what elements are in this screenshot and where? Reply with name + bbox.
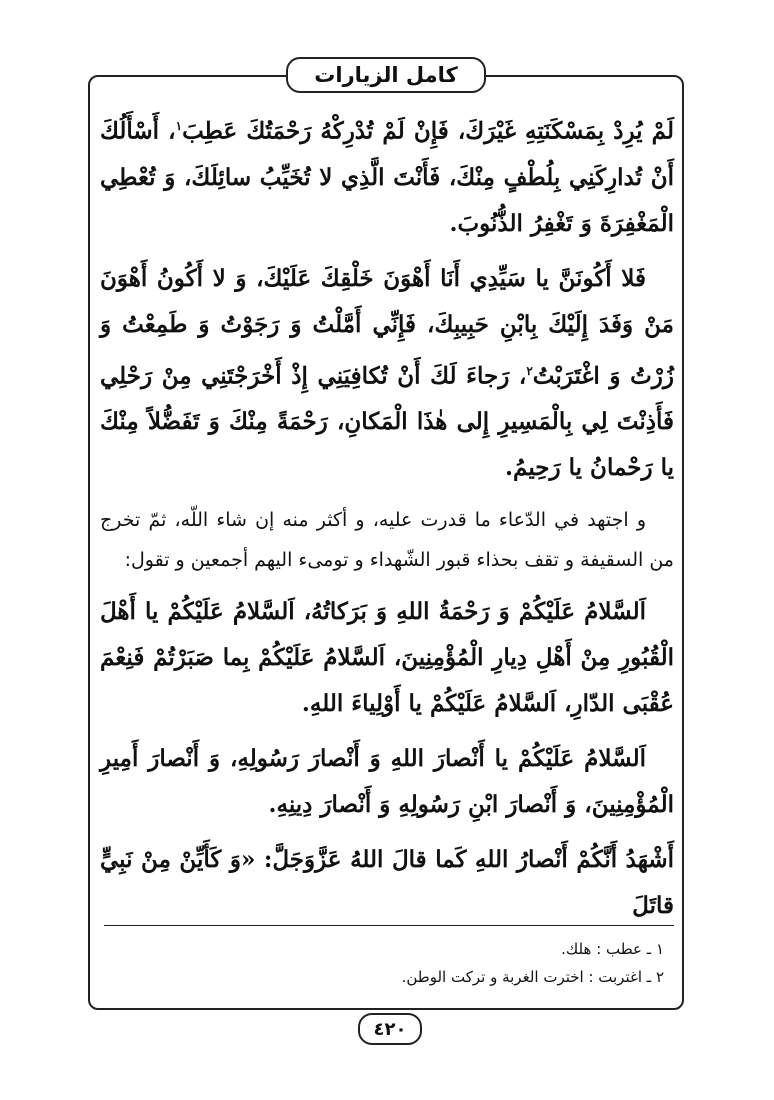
footnote-ref-2: ٢ <box>526 363 533 378</box>
running-header <box>286 57 486 93</box>
footnote-1: ١ ـ عطب : هلك. <box>561 940 664 958</box>
paragraph-testimony: أَشْهَدُ أَنَّكُمْ أَنْصارُ اللهِ كَما قالَ اللهُ عَزَّوَجَلَّ: «وَ كَأَيِّنْ مِنْ نَبِيٍّ قاتَلَ <box>100 846 674 920</box>
paragraph-salutation-ansar: اَلسَّلامُ عَلَيْكُمْ يا أَنْصارَ اللهِ وَ أَنْصارَ رَسُولِهِ، وَ أَنْصارَ أَمِيرِ الْمُؤْمِنِينَ، وَ أَنْصارَ ابْنِ رَسُولِهِ وَ أَنْصارَ دِينِهِ. <box>100 745 674 819</box>
footnotes <box>120 935 670 991</box>
page-number <box>358 1013 422 1045</box>
main-text <box>100 103 674 938</box>
paragraph-1-text-a: لَمْ يُرِدْ بِمَسْكَنَتِهِ غَيْرَكَ، فَإِنْ لَمْ تُدْرِكْهُ رَحْمَتُكَ عَطِبَ <box>182 117 674 145</box>
paragraph-2-text-b: ، رَجاءَ لَكَ أَنْ تُكافِيَنِي إِذْ أَخْرَجْتَنِي مِنْ رَحْلِي فَأَذِنْتَ لِي بِالْمَسِيرِ إِلى هٰذَا الْمَكانِ، رَحْمَةً مِنْكَ وَ تَفَضُّلاً مِنْكَ يا رَحْمانُ يا رَحِيمُ. <box>100 362 674 482</box>
paragraph-1-text-b: ، أَسْأَلُكَ أَنْ تُدارِكَنِي بِلُطْفٍ مِنْكَ، فَأَنْتَ الَّذِي لا تُخَيِّبُ سائِلَكَ، وَ تُعْطِي الْمَغْفِرَةَ وَ تَغْفِرُ الذُّنُوبَ. <box>100 117 674 237</box>
footnote-divider <box>104 925 674 926</box>
footnote-ref-1: ١ <box>175 119 183 133</box>
paragraph-supplication-2 <box>100 256 674 492</box>
paragraph-2-text-a: فَلا أَكُونَنَّ يا سَيِّدِي أَنَا أَهْوَنَ خَلْقِكَ عَلَيْكَ، وَ لا أَكُونُ أَهْوَنَ مَنْ وَفَدَ إِلَيْكَ بِابْنِ حَبِيبِكَ، فَإِنِّي أَمَّلْتُ وَ رَجَوْتُ وَ طَمِعْتُ وَ زُرْتُ وَ اغْتَرَبْتُ <box>100 264 674 390</box>
paragraph-supplication-1 <box>100 103 674 247</box>
page-number-text: ٤٢٠ <box>373 1018 407 1040</box>
instruction-paragraph: و اجتهد في الدّعاء ما قدرت عليه، و أكثر منه إن شاء اللّه، ثمّ تخرج من السقيفة و تقف بحذاء قبور الشّهداء و تومىء اليهم أجمعين و تقول: <box>100 509 674 572</box>
paragraph-salutation-graves: اَلسَّلامُ عَلَيْكُمْ وَ رَحْمَةُ اللهِ وَ بَرَكاتُهُ، اَلسَّلامُ عَلَيْكُمْ يا أَهْلَ الْقُبُورِ مِنْ أَهْلِ دِيارِ الْمُؤْمِنِينَ، اَلسَّلامُ عَلَيْكُمْ بِما صَبَرْتُمْ فَنِعْمَ عُقْبَى الدّارِ، اَلسَّلامُ عَلَيْكُمْ يا أَوْلِياءَ اللهِ. <box>100 598 674 718</box>
book-title: كامل الزيارات <box>314 63 458 87</box>
footnote-2: ٢ ـ اغتربت : اخترت الغربة و تركت الوطن. <box>401 968 664 986</box>
